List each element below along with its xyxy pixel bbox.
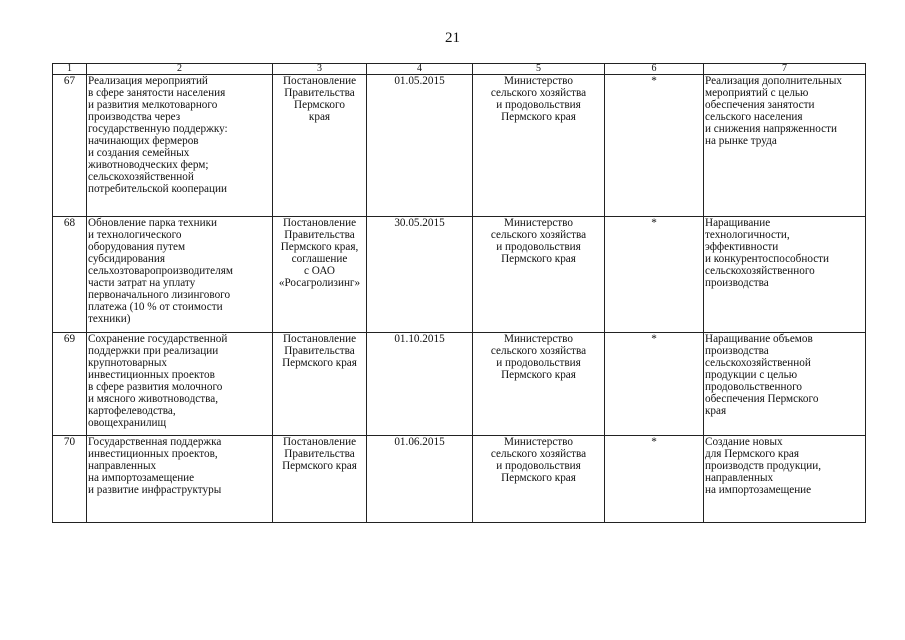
expected-result — [704, 436, 866, 523]
column-header: 1 — [53, 64, 87, 75]
deadline-date — [367, 75, 473, 217]
expected-result-text: Наращивание объемов производства сельскохозяйственной продукции с целью продовольственного обеспечения Пермского края — [705, 333, 819, 417]
measure-description-text: Обновление парка техники и технологического оборудования путем субсидирования сельхозтоваропроизводителям части затрат на уплату первоначального лизингового платежа (10 % от стоимости техники) — [88, 217, 233, 325]
row-number — [53, 75, 87, 217]
legal-document — [273, 436, 367, 523]
column-header: 6 — [605, 64, 704, 75]
expected-result-text: Наращивание технологичности, эффективности и конкурентоспособности сельскохозяйственного производства — [705, 217, 830, 289]
column-number-row — [53, 64, 866, 75]
legal-document — [273, 75, 367, 217]
table-row — [53, 75, 866, 217]
funding-mark-text: * — [651, 333, 657, 345]
measure-description-text: Реализация мероприятий в сфере занятости населения и развития мелкотоварного производства через государственную поддержку: начинающих фермеров и создания семейных животноводческих ферм; сельскохозяйственной потребительской кооперации — [88, 75, 228, 195]
expected-result — [704, 333, 866, 436]
row-number-text: 67 — [63, 75, 76, 87]
legal-document-text: Постановление Правительства Пермского края — [282, 436, 357, 472]
row-number — [53, 333, 87, 436]
legal-document-text: Постановление Правительства Пермского края — [282, 333, 357, 369]
measure-description-text: Сохранение государственной поддержки при реализации крупнотоварных инвестиционных проектов в сфере развития молочного и мясного животноводства, картофелеводства, овощехранилищ — [88, 333, 228, 429]
table-row — [53, 436, 866, 523]
measure-description-text: Государственная поддержка инвестиционных проектов, направленных на импортозамещение и развитие инфраструктуры — [88, 436, 222, 496]
deadline-date — [367, 436, 473, 523]
column-header: 7 — [704, 64, 866, 75]
expected-result — [704, 217, 866, 333]
deadline-date — [367, 217, 473, 333]
table-row — [53, 217, 866, 333]
column-header: 3 — [273, 64, 367, 75]
expected-result-text: Реализация дополнительных мероприятий с целью обеспечения занятости сельского населения и снижения напряженности на рынке труда — [705, 75, 843, 147]
measure-description — [87, 217, 273, 333]
measures-table — [52, 63, 866, 523]
measure-description — [87, 75, 273, 217]
funding-mark — [605, 436, 704, 523]
column-header: 2 — [87, 64, 273, 75]
legal-document-text: Постановление Правительства Пермского края — [282, 75, 357, 123]
column-header: 4 — [367, 64, 473, 75]
funding-mark-text: * — [651, 436, 657, 448]
deadline-date-text: 30.05.2015 — [394, 217, 445, 229]
funding-mark — [605, 75, 704, 217]
deadline-date — [367, 333, 473, 436]
measure-description — [87, 333, 273, 436]
funding-mark — [605, 217, 704, 333]
responsible-organization-text: Министерство сельского хозяйства и продовольствия Пермского края — [490, 333, 587, 381]
row-number — [53, 217, 87, 333]
funding-mark-text: * — [651, 217, 657, 229]
legal-document — [273, 217, 367, 333]
responsible-organization — [473, 75, 605, 217]
row-number-text: 68 — [63, 217, 76, 229]
row-number-text: 70 — [63, 436, 76, 448]
responsible-organization-text: Министерство сельского хозяйства и продовольствия Пермского края — [490, 436, 587, 484]
expected-result-text: Создание новых для Пермского края производств продукции, направленных на импортозамещение — [705, 436, 822, 496]
funding-mark-text: * — [651, 75, 657, 87]
responsible-organization — [473, 217, 605, 333]
deadline-date-text: 01.10.2015 — [394, 333, 445, 345]
deadline-date-text: 01.05.2015 — [394, 75, 445, 87]
responsible-organization — [473, 333, 605, 436]
measure-description — [87, 436, 273, 523]
deadline-date-text: 01.06.2015 — [394, 436, 445, 448]
responsible-organization — [473, 436, 605, 523]
page-number: 21 — [445, 30, 460, 46]
row-number-text: 69 — [63, 333, 76, 345]
funding-mark — [605, 333, 704, 436]
legal-document-text: Постановление Правительства Пермского края, соглашение с ОАО «Росагролизинг» — [278, 217, 361, 289]
legal-document — [273, 333, 367, 436]
responsible-organization-text: Министерство сельского хозяйства и продовольствия Пермского края — [490, 75, 587, 123]
table-row — [53, 333, 866, 436]
responsible-organization-text: Министерство сельского хозяйства и продовольствия Пермского края — [490, 217, 587, 265]
expected-result — [704, 75, 866, 217]
column-header: 5 — [473, 64, 605, 75]
row-number — [53, 436, 87, 523]
